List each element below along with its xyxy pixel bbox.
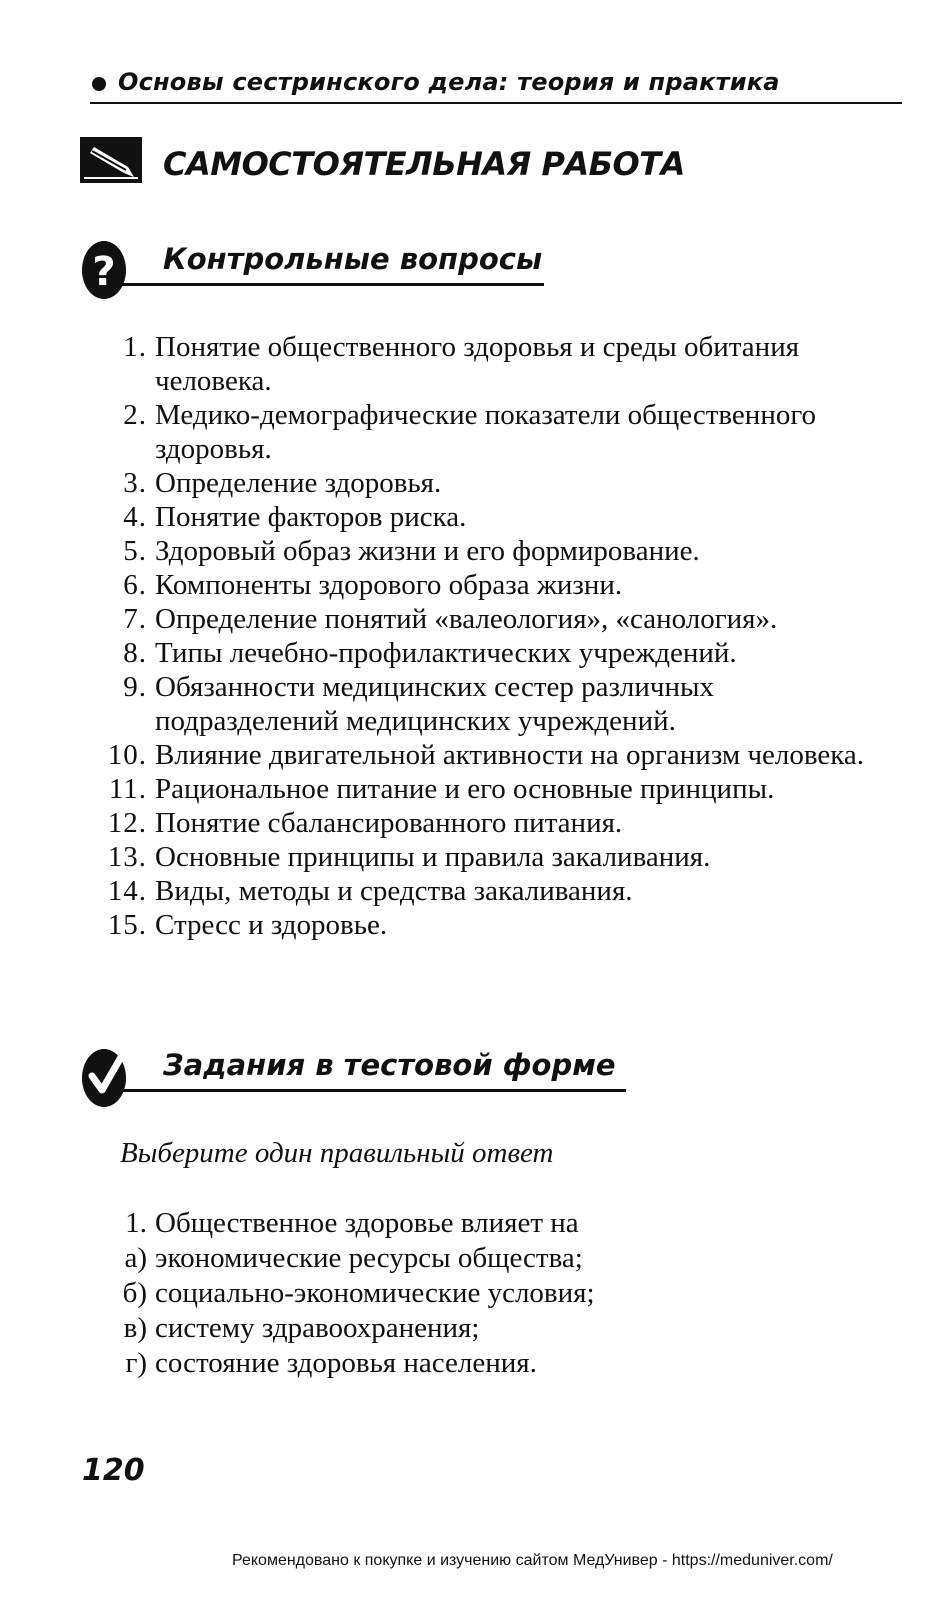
list-item [0, 398, 944, 466]
question-number: 9. [123, 671, 147, 703]
questions-title-underline [110, 283, 544, 286]
list-item [0, 636, 944, 670]
question-number: 1. [123, 331, 147, 363]
questions-list [0, 330, 944, 942]
question-number: 4. [123, 501, 147, 533]
list-item [0, 738, 944, 772]
question-text: Влияние двигательной активности на организм человека. [155, 739, 865, 771]
list-item [0, 500, 944, 534]
question-number: 11. [108, 773, 147, 805]
question-text: Типы лечебно-профилактических учреждений. [155, 637, 737, 669]
main-title: САМОСТОЯТЕЛЬНАЯ РАБОТА [163, 145, 685, 183]
question-text: Стресс и здоровье. [155, 909, 388, 941]
question-number: 12. [107, 807, 147, 839]
list-item [0, 670, 944, 738]
running-header [90, 66, 902, 104]
checkmark-icon [80, 1046, 134, 1108]
questions-heading [80, 240, 550, 306]
option-text: состояние здоровья населения. [155, 1347, 537, 1379]
list-item [0, 602, 944, 636]
test-question-block [0, 1206, 944, 1381]
option-label: г) [125, 1347, 147, 1379]
question-number: 8. [123, 637, 147, 669]
answer-option [0, 1346, 944, 1381]
question-number: 5. [123, 535, 147, 567]
question-text: Обязанности медицинских сестер различных подразделений медицинских учреждений. [155, 671, 715, 737]
option-text: социально-экономические условия; [155, 1277, 595, 1309]
question-number: 15. [107, 909, 147, 941]
list-item [0, 840, 944, 874]
svg-text:?: ? [92, 249, 116, 295]
question-text: Медико-демографические показатели общественного здоровья. [155, 399, 817, 465]
question-text: Определение здоровья. [155, 467, 442, 499]
list-item [0, 806, 944, 840]
question-text: Здоровый образ жизни и его формирование. [155, 535, 700, 567]
question-text: Виды, методы и средства закаливания. [155, 875, 633, 907]
question-text: Определение понятий «валеология», «санология». [155, 603, 778, 635]
test-heading [80, 1046, 640, 1112]
list-item [0, 874, 944, 908]
list-item [0, 330, 944, 398]
running-header-text: Основы сестринского дела: теория и практика [118, 68, 780, 96]
test-instruction: Выберите один правильный ответ [120, 1137, 554, 1169]
questions-title: Контрольные вопросы [163, 242, 543, 276]
test-question-text: Общественное здоровье влияет на [155, 1207, 579, 1239]
question-text: Понятие общественного здоровья и среды обитания человека. [155, 331, 800, 397]
option-label: б) [122, 1277, 147, 1309]
question-text: Рациональное питание и его основные принципы. [155, 773, 775, 805]
page-number: 120 [82, 1453, 145, 1488]
test-title: Задания в тестовой форме [163, 1048, 616, 1082]
question-number: 6. [123, 569, 147, 601]
question-number: 3. [123, 467, 147, 499]
question-number: 13. [107, 841, 147, 873]
option-text: экономические ресурсы общества; [155, 1242, 583, 1274]
list-item [0, 772, 944, 806]
question-text: Основные принципы и правила закаливания. [155, 841, 711, 873]
pen-writing-icon [80, 137, 142, 183]
option-label: в) [123, 1312, 147, 1344]
option-text: систему здравоохранения; [155, 1312, 480, 1344]
test-question [0, 1206, 944, 1241]
answer-option [0, 1276, 944, 1311]
question-text: Понятие факторов риска. [155, 501, 467, 533]
question-icon [80, 240, 134, 302]
test-question-number: 1. [125, 1207, 147, 1239]
question-number: 10. [107, 739, 147, 771]
list-item [0, 568, 944, 602]
bullet-icon [92, 77, 106, 91]
test-title-underline [110, 1089, 626, 1092]
list-item [0, 908, 944, 942]
question-number: 14. [107, 875, 147, 907]
list-item [0, 534, 944, 568]
answer-option [0, 1311, 944, 1346]
option-label: а) [124, 1242, 147, 1274]
question-text: Компоненты здорового образа жизни. [155, 569, 623, 601]
list-item [0, 466, 944, 500]
question-number: 2. [123, 399, 147, 431]
footer-note: Рекомендовано к покупке и изучению сайтом МедУнивер - https://meduniver.com/ [232, 1552, 833, 1569]
question-text: Понятие сбалансированного питания. [155, 807, 623, 839]
answer-option [0, 1241, 944, 1276]
question-number: 7. [123, 603, 147, 635]
